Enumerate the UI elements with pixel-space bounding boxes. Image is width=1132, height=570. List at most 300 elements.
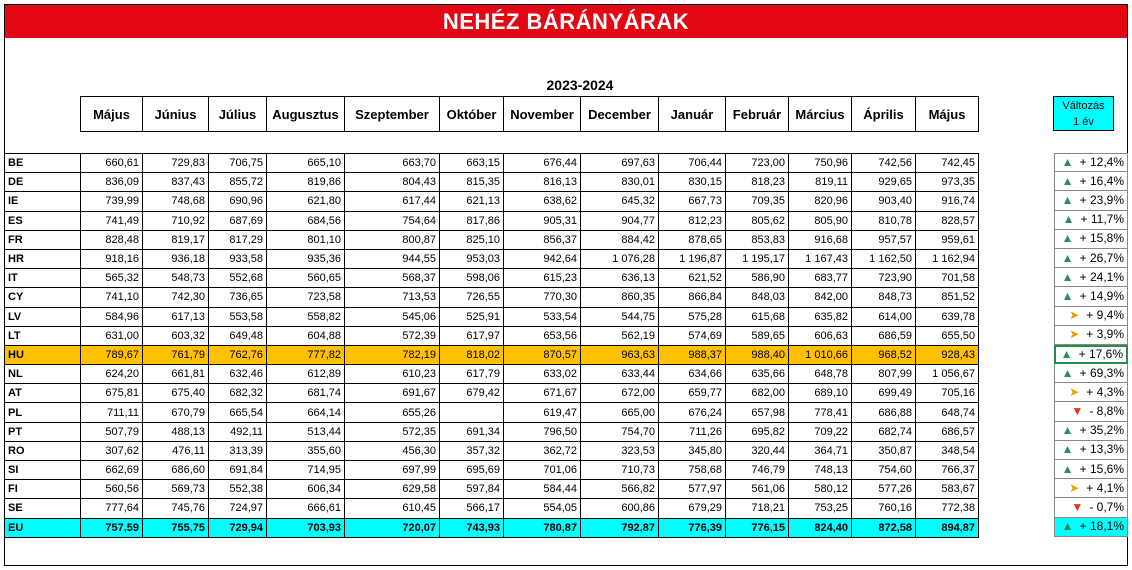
price-cell: 817,29 xyxy=(209,230,267,249)
price-cell: 706,44 xyxy=(659,154,726,173)
price-cell: 860,35 xyxy=(581,288,659,307)
change-cell xyxy=(1054,249,1128,268)
price-cell: 580,12 xyxy=(789,480,852,499)
country-code-cell: PL xyxy=(5,403,81,422)
price-cell: 600,86 xyxy=(581,499,659,518)
price-cell: 711,26 xyxy=(659,422,726,441)
price-cell: 818,02 xyxy=(440,345,504,364)
arrow-down-icon: ▼ xyxy=(1071,404,1084,419)
price-cell: 545,06 xyxy=(345,307,440,326)
page-title: NEHÉZ BÁRÁNYÁRAK xyxy=(5,5,1127,38)
table-row xyxy=(5,441,979,460)
price-cell: 753,25 xyxy=(789,499,852,518)
price-cell: 584,96 xyxy=(81,307,143,326)
price-cell: 815,35 xyxy=(440,173,504,192)
price-cell: 689,10 xyxy=(789,384,852,403)
arrow-right-icon: ➤ xyxy=(1069,384,1080,399)
price-cell: 682,32 xyxy=(209,384,267,403)
price-cell: 577,97 xyxy=(659,480,726,499)
price-cell: 660,61 xyxy=(81,154,143,173)
price-cell: 355,60 xyxy=(267,441,345,460)
price-cell: 492,11 xyxy=(209,422,267,441)
price-cell: 706,75 xyxy=(209,154,267,173)
change-cell xyxy=(1054,230,1128,249)
month-header-cell: Március xyxy=(789,97,852,132)
change-value: + 16,4% xyxy=(1079,173,1124,188)
change-cell xyxy=(1054,307,1128,326)
change-value: - 0,7% xyxy=(1089,499,1124,514)
change-cell xyxy=(1054,518,1128,537)
change-cell xyxy=(1054,211,1128,230)
country-code-cell: FR xyxy=(5,230,81,249)
price-cell: 699,49 xyxy=(852,384,916,403)
arrow-up-icon: ▲ xyxy=(1061,461,1074,476)
change-value: - 8,8% xyxy=(1089,404,1124,419)
price-cell: 848,73 xyxy=(852,288,916,307)
price-cell: 476,11 xyxy=(143,441,209,460)
price-cell: 705,16 xyxy=(916,384,979,403)
month-header xyxy=(80,96,979,132)
change-value: + 13,3% xyxy=(1079,442,1124,457)
change-value: + 23,9% xyxy=(1079,192,1124,207)
price-cell: 745,76 xyxy=(143,499,209,518)
change-value: + 4,1% xyxy=(1086,480,1124,495)
price-cell: 661,81 xyxy=(143,365,209,384)
price-cell: 968,52 xyxy=(852,345,916,364)
price-cell: 686,60 xyxy=(143,461,209,480)
price-cell: 776,39 xyxy=(659,518,726,537)
table-row xyxy=(5,403,979,422)
price-cell: 554,05 xyxy=(504,499,581,518)
price-cell: 805,90 xyxy=(789,211,852,230)
price-cell: 723,90 xyxy=(852,269,916,288)
price-cell: 568,37 xyxy=(345,269,440,288)
price-cell: 574,69 xyxy=(659,326,726,345)
change-cell xyxy=(1054,268,1128,287)
price-cell: 345,80 xyxy=(659,441,726,460)
price-cell: 766,37 xyxy=(916,461,979,480)
price-cell: 856,37 xyxy=(504,230,581,249)
price-cell: 686,88 xyxy=(852,403,916,422)
price-cell: 710,73 xyxy=(581,461,659,480)
price-cell: 671,67 xyxy=(504,384,581,403)
price-cell: 655,50 xyxy=(916,326,979,345)
table-row xyxy=(5,384,979,403)
price-cell: 686,59 xyxy=(852,326,916,345)
price-cell: 664,14 xyxy=(267,403,345,422)
price-cell: 750,96 xyxy=(789,154,852,173)
price-cell: 713,53 xyxy=(345,288,440,307)
change-value: + 15,6% xyxy=(1079,461,1124,476)
change-value: + 3,9% xyxy=(1086,327,1124,342)
price-cell: 718,21 xyxy=(726,499,789,518)
change-cell xyxy=(1054,422,1128,441)
change-cell xyxy=(1054,153,1128,172)
change-value: + 14,9% xyxy=(1079,288,1124,303)
price-cell: 456,30 xyxy=(345,441,440,460)
price-cell: 583,67 xyxy=(916,480,979,499)
price-cell: 743,93 xyxy=(440,518,504,537)
price-cell: 672,00 xyxy=(581,384,659,403)
price-cell: 758,68 xyxy=(659,461,726,480)
price-cell: 604,88 xyxy=(267,326,345,345)
price-cell: 741,10 xyxy=(81,288,143,307)
price-cell: 691,84 xyxy=(209,461,267,480)
table-row xyxy=(5,518,979,537)
month-header-cell: November xyxy=(504,97,581,132)
price-cell: 544,75 xyxy=(581,307,659,326)
price-cell: 610,45 xyxy=(345,499,440,518)
price-cell: 988,37 xyxy=(659,345,726,364)
price-cell: 569,73 xyxy=(143,480,209,499)
price-cell: 819,11 xyxy=(789,173,852,192)
price-cell: 552,38 xyxy=(209,480,267,499)
price-cell: 776,15 xyxy=(726,518,789,537)
price-cell: 782,19 xyxy=(345,345,440,364)
price-cell: 953,03 xyxy=(440,249,504,268)
price-cell: 710,92 xyxy=(143,211,209,230)
price-cell: 916,68 xyxy=(789,230,852,249)
arrow-up-icon: ▲ xyxy=(1060,346,1073,361)
change-cell xyxy=(1054,191,1128,210)
price-cell: 598,06 xyxy=(440,269,504,288)
price-cell: 709,22 xyxy=(789,422,852,441)
price-cell: 691,34 xyxy=(440,422,504,441)
table-row xyxy=(5,480,979,499)
price-cell: 1 196,87 xyxy=(659,249,726,268)
price-cell: 584,44 xyxy=(504,480,581,499)
price-cell: 754,60 xyxy=(852,461,916,480)
price-cell: 662,69 xyxy=(81,461,143,480)
price-cell: 633,44 xyxy=(581,365,659,384)
price-cell: 807,99 xyxy=(852,365,916,384)
price-cell: 617,79 xyxy=(440,365,504,384)
month-header-cell: Október xyxy=(440,97,504,132)
change-value: + 17,6% xyxy=(1078,346,1123,361)
arrow-right-icon: ➤ xyxy=(1069,480,1080,495)
price-cell: 667,73 xyxy=(659,192,726,211)
price-cell: 703,93 xyxy=(267,518,345,537)
table-row xyxy=(5,499,979,518)
price-cell: 742,45 xyxy=(916,154,979,173)
price-cell: 830,01 xyxy=(581,173,659,192)
price-cell: 597,84 xyxy=(440,480,504,499)
price-cell: 553,58 xyxy=(209,307,267,326)
change-cell xyxy=(1054,345,1128,364)
table-row xyxy=(5,288,979,307)
price-cell: 801,10 xyxy=(267,230,345,249)
price-cell: 614,00 xyxy=(852,307,916,326)
country-code-cell: ES xyxy=(5,211,81,230)
price-cell: 709,35 xyxy=(726,192,789,211)
price-cell: 1 162,94 xyxy=(916,249,979,268)
change-header xyxy=(1053,96,1114,131)
price-cell: 935,36 xyxy=(267,249,345,268)
country-code-cell: AT xyxy=(5,384,81,403)
month-header-cell: Május xyxy=(916,97,979,132)
arrow-up-icon: ▲ xyxy=(1061,155,1074,170)
country-code-cell: NL xyxy=(5,365,81,384)
month-header-cell: Augusztus xyxy=(267,97,345,132)
month-header-cell: Április xyxy=(852,97,916,132)
price-cell: 848,03 xyxy=(726,288,789,307)
price-cell: 936,18 xyxy=(143,249,209,268)
price-cell: 513,44 xyxy=(267,422,345,441)
price-cell: 617,97 xyxy=(440,326,504,345)
price-cell: 777,82 xyxy=(267,345,345,364)
price-cell: 655,26 xyxy=(345,403,440,422)
price-cell: 681,74 xyxy=(267,384,345,403)
price-cell: 757,59 xyxy=(81,518,143,537)
price-cell xyxy=(440,403,504,422)
price-cell: 631,00 xyxy=(81,326,143,345)
arrow-up-icon: ▲ xyxy=(1061,173,1074,188)
price-cell: 818,23 xyxy=(726,173,789,192)
price-cell: 772,38 xyxy=(916,499,979,518)
price-cell: 666,61 xyxy=(267,499,345,518)
price-cell: 663,70 xyxy=(345,154,440,173)
price-cell: 566,17 xyxy=(440,499,504,518)
price-cell: 884,42 xyxy=(581,230,659,249)
arrow-up-icon: ▲ xyxy=(1061,269,1074,284)
price-cell: 817,86 xyxy=(440,211,504,230)
price-cell: 533,54 xyxy=(504,307,581,326)
table-row xyxy=(5,461,979,480)
price-cell: 687,69 xyxy=(209,211,267,230)
price-cell: 659,77 xyxy=(659,384,726,403)
change-value: + 69,3% xyxy=(1079,365,1124,380)
price-cell: 649,48 xyxy=(209,326,267,345)
table-row xyxy=(5,192,979,211)
table-row xyxy=(5,326,979,345)
price-cell: 820,96 xyxy=(789,192,852,211)
price-cell: 870,57 xyxy=(504,345,581,364)
price-cell: 645,32 xyxy=(581,192,659,211)
price-cell: 729,83 xyxy=(143,154,209,173)
price-cell: 695,69 xyxy=(440,461,504,480)
price-cell: 612,89 xyxy=(267,365,345,384)
price-cell: 853,83 xyxy=(726,230,789,249)
arrow-up-icon: ▲ xyxy=(1062,212,1075,227)
price-cell: 916,74 xyxy=(916,192,979,211)
price-cell: 682,00 xyxy=(726,384,789,403)
table-row xyxy=(5,230,979,249)
price-cell: 819,86 xyxy=(267,173,345,192)
price-cell: 572,39 xyxy=(345,326,440,345)
price-cell: 789,67 xyxy=(81,345,143,364)
country-code-cell: SI xyxy=(5,461,81,480)
price-cell: 904,77 xyxy=(581,211,659,230)
price-cell: 736,65 xyxy=(209,288,267,307)
table-row xyxy=(5,269,979,288)
price-cell: 742,30 xyxy=(143,288,209,307)
price-cell: 770,30 xyxy=(504,288,581,307)
change-cell xyxy=(1054,383,1128,402)
price-cell: 323,53 xyxy=(581,441,659,460)
price-cell: 675,40 xyxy=(143,384,209,403)
price-cell: 560,56 xyxy=(81,480,143,499)
price-cell: 729,94 xyxy=(209,518,267,537)
price-cell: 754,64 xyxy=(345,211,440,230)
price-cell: 636,13 xyxy=(581,269,659,288)
price-cell: 805,62 xyxy=(726,211,789,230)
arrow-up-icon: ▲ xyxy=(1061,250,1074,265)
change-value: + 26,7% xyxy=(1079,250,1124,265)
country-code-cell: LT xyxy=(5,326,81,345)
price-cell: 313,39 xyxy=(209,441,267,460)
table-row xyxy=(5,345,979,364)
price-cell: 739,99 xyxy=(81,192,143,211)
month-header-cell: Június xyxy=(143,97,209,132)
price-cell: 606,63 xyxy=(789,326,852,345)
price-cell: 679,42 xyxy=(440,384,504,403)
arrow-right-icon: ➤ xyxy=(1069,327,1080,342)
price-cell: 796,50 xyxy=(504,422,581,441)
price-cell: 804,43 xyxy=(345,173,440,192)
change-cell xyxy=(1054,326,1128,345)
price-cell: 686,57 xyxy=(916,422,979,441)
price-cell: 819,17 xyxy=(143,230,209,249)
country-code-cell: FI xyxy=(5,480,81,499)
price-cell: 711,11 xyxy=(81,403,143,422)
price-cell: 741,49 xyxy=(81,211,143,230)
table-row xyxy=(5,365,979,384)
price-cell: 621,80 xyxy=(267,192,345,211)
country-code-cell: CY xyxy=(5,288,81,307)
price-cell: 724,97 xyxy=(209,499,267,518)
price-cell: 632,46 xyxy=(209,365,267,384)
table-row xyxy=(5,307,979,326)
price-cell: 488,13 xyxy=(143,422,209,441)
change-value: + 9,4% xyxy=(1086,308,1124,323)
price-cell: 617,44 xyxy=(345,192,440,211)
price-cell: 561,06 xyxy=(726,480,789,499)
month-header-cell: Február xyxy=(726,97,789,132)
price-cell: 1 167,43 xyxy=(789,249,852,268)
price-cell: 670,79 xyxy=(143,403,209,422)
price-cell: 944,55 xyxy=(345,249,440,268)
price-cell: 665,54 xyxy=(209,403,267,422)
country-code-cell: HR xyxy=(5,249,81,268)
price-cell: 657,98 xyxy=(726,403,789,422)
price-table xyxy=(4,153,979,538)
price-cell: 606,34 xyxy=(267,480,345,499)
price-cell: 714,95 xyxy=(267,461,345,480)
country-code-cell: LV xyxy=(5,307,81,326)
price-cell: 653,56 xyxy=(504,326,581,345)
arrow-up-icon: ▲ xyxy=(1061,231,1074,246)
price-cell: 619,47 xyxy=(504,403,581,422)
price-cell: 679,29 xyxy=(659,499,726,518)
price-cell: 723,58 xyxy=(267,288,345,307)
price-cell: 558,82 xyxy=(267,307,345,326)
change-header-line2: 1 év xyxy=(1073,116,1094,128)
price-cell: 690,96 xyxy=(209,192,267,211)
price-cell: 684,56 xyxy=(267,211,345,230)
price-cell: 959,61 xyxy=(916,230,979,249)
price-cell: 762,76 xyxy=(209,345,267,364)
price-cell: 648,78 xyxy=(789,365,852,384)
price-cell: 635,66 xyxy=(726,365,789,384)
country-code-cell: PT xyxy=(5,422,81,441)
price-cell: 928,43 xyxy=(916,345,979,364)
price-cell: 691,67 xyxy=(345,384,440,403)
country-code-cell: HU xyxy=(5,345,81,364)
price-cell: 1 195,17 xyxy=(726,249,789,268)
change-cell xyxy=(1054,460,1128,479)
price-cell: 760,16 xyxy=(852,499,916,518)
price-cell: 635,82 xyxy=(789,307,852,326)
country-code-cell: DE xyxy=(5,173,81,192)
price-cell: 812,23 xyxy=(659,211,726,230)
price-cell: 748,13 xyxy=(789,461,852,480)
price-cell: 933,58 xyxy=(209,249,267,268)
price-cell: 572,35 xyxy=(345,422,440,441)
price-cell: 566,82 xyxy=(581,480,659,499)
price-cell: 552,68 xyxy=(209,269,267,288)
arrow-up-icon: ▲ xyxy=(1061,288,1074,303)
month-header-cell: Január xyxy=(659,97,726,132)
price-cell: 560,65 xyxy=(267,269,345,288)
price-cell: 1 056,67 xyxy=(916,365,979,384)
change-value: + 12,4% xyxy=(1079,155,1124,170)
price-cell: 929,65 xyxy=(852,173,916,192)
change-cell xyxy=(1054,402,1128,421)
price-cell: 701,06 xyxy=(504,461,581,480)
price-cell: 676,24 xyxy=(659,403,726,422)
month-header-cell: December xyxy=(581,97,659,132)
change-value: + 11,7% xyxy=(1080,212,1124,227)
price-cell: 701,58 xyxy=(916,269,979,288)
price-cell: 748,68 xyxy=(143,192,209,211)
price-cell: 615,68 xyxy=(726,307,789,326)
price-cell: 742,56 xyxy=(852,154,916,173)
price-cell: 792,87 xyxy=(581,518,659,537)
month-header-cell: Szeptember xyxy=(345,97,440,132)
price-cell: 755,75 xyxy=(143,518,209,537)
price-cell: 624,20 xyxy=(81,365,143,384)
price-cell: 824,40 xyxy=(789,518,852,537)
price-cell: 810,78 xyxy=(852,211,916,230)
table-row xyxy=(5,173,979,192)
price-cell: 364,71 xyxy=(789,441,852,460)
price-cell: 828,57 xyxy=(916,211,979,230)
arrow-up-icon: ▲ xyxy=(1061,442,1074,457)
price-cell: 589,65 xyxy=(726,326,789,345)
price-cell: 320,44 xyxy=(726,441,789,460)
price-cell: 615,23 xyxy=(504,269,581,288)
country-code-cell: IE xyxy=(5,192,81,211)
price-cell: 621,52 xyxy=(659,269,726,288)
country-code-cell: IT xyxy=(5,269,81,288)
price-cell: 663,15 xyxy=(440,154,504,173)
price-cell: 603,32 xyxy=(143,326,209,345)
change-cell xyxy=(1054,172,1128,191)
price-cell: 638,62 xyxy=(504,192,581,211)
price-cell: 723,00 xyxy=(726,154,789,173)
price-cell: 842,00 xyxy=(789,288,852,307)
price-cell: 988,40 xyxy=(726,345,789,364)
price-cell: 726,55 xyxy=(440,288,504,307)
table-row xyxy=(5,211,979,230)
price-cell: 617,13 xyxy=(143,307,209,326)
price-cell: 878,65 xyxy=(659,230,726,249)
price-cell: 575,28 xyxy=(659,307,726,326)
change-value: + 35,2% xyxy=(1079,423,1124,438)
price-cell: 507,79 xyxy=(81,422,143,441)
price-cell: 639,78 xyxy=(916,307,979,326)
price-cell: 905,31 xyxy=(504,211,581,230)
